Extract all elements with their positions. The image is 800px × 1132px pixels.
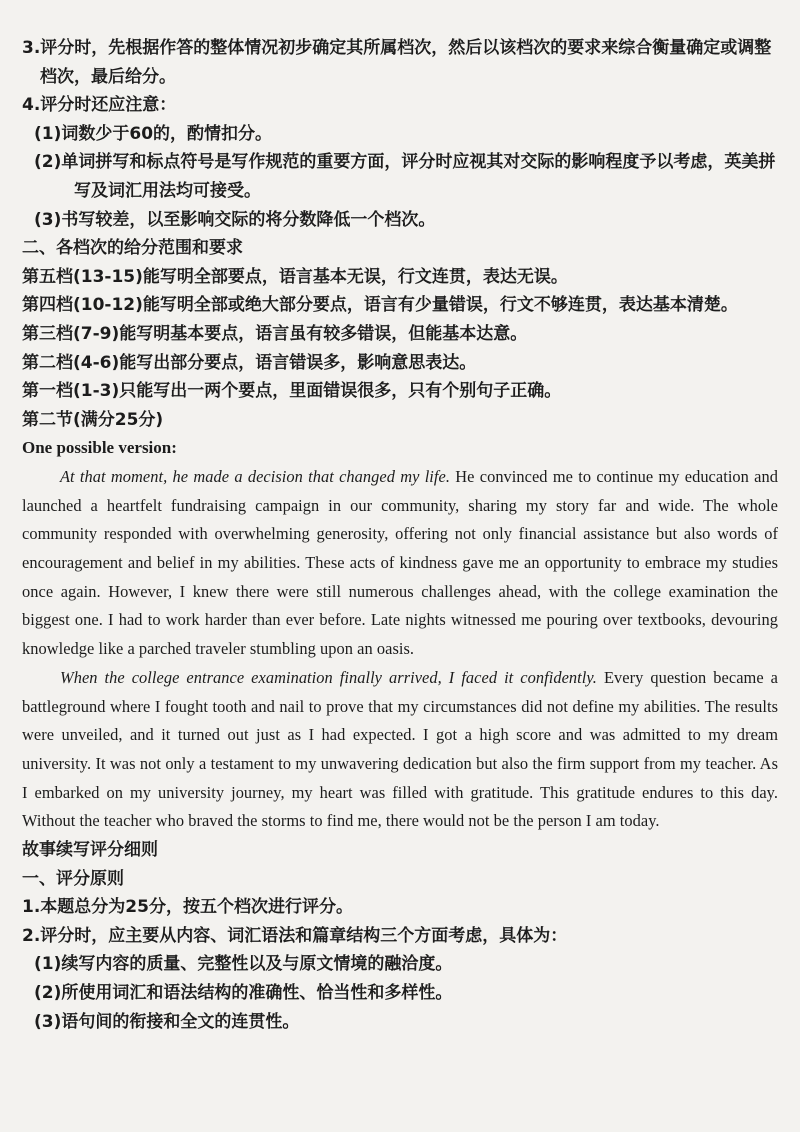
principle-item-1: 1.本题总分为25分，按五个档次进行评分。: [22, 897, 353, 918]
rule-item-4-2: (2)单词拼写和标点符号是写作规范的重要方面，评分时应视其对交际的影响程度予以考虑，英美拼写及词汇用法均可接受。: [34, 152, 776, 201]
paragraph-1-lead-sentence: At that moment, he made a decision that changed my life.: [60, 466, 450, 486]
principle-sub-1: (1)续写内容的质量、完整性以及与原文情境的融洽度。: [34, 954, 453, 975]
rule-item-4-3: (3)书写较差，以至影响交际的将分数降低一个档次。: [34, 209, 436, 230]
scoring-title: 故事续写评分细则: [22, 840, 158, 861]
level-item: 第一档(1-3)只能写出一两个要点，里面错误很多，只有个别句子正确。: [22, 381, 562, 402]
principle-sub-3: (3)语句间的衔接和全文的连贯性。: [34, 1011, 300, 1032]
principles-heading: 一、评分原则: [22, 868, 124, 889]
paragraph-2-lead-sentence: When the college entrance examination finally arrived, I faced it confidently.: [60, 667, 597, 687]
level-item: 第四档(10-12)能写明全部或绝大部分要点，语言有少量错误，行文不够连贯，表达基本清楚。: [22, 295, 738, 316]
version-label: One possible version:: [22, 438, 177, 458]
paragraph-2-body: Every question became a battleground where I fought tooth and nail to prove that my circumstances did not define my abilities. The results were unveiled, and it turned out just as I had expected. I got a high score and was admitted to my dream university. It was not only a testament to my unwavering dedication but also the firm support from my teacher. As I embarked on my university journey, my heart was filled with gratitude. This gratitude endures to this day. Without the teacher who braved the storms to find me, there would not be the person I am today.: [22, 667, 778, 831]
principle-item-2: 2.评分时，应主要从内容、词汇语法和篇章结构三个方面考虑，具体为：: [22, 925, 568, 946]
level-item: 第三档(7-9)能写明基本要点，语言虽有较多错误，但能基本达意。: [22, 323, 528, 344]
level-item: 第五档(13-15)能写明全部要点，语言基本无误，行文连贯，表达无误。: [22, 266, 568, 287]
level-item: 第二档(4-6)能写出部分要点，语言错误多，影响意思表达。: [22, 352, 477, 373]
section-2-heading: 第二节(满分25分): [22, 409, 164, 430]
essay-paragraph-2: [22, 664, 778, 836]
rule-item-4-1: (1)词数少于60的，酌情扣分。: [34, 123, 273, 144]
rule-item-4-title: 4.评分时还应注意：: [22, 95, 177, 116]
essay-paragraph-1: [22, 463, 778, 664]
rule-item-3: 3.评分时，先根据作答的整体情况初步确定其所属档次，然后以该档次的要求来综合衡量确定或调整档次，最后给分。: [22, 38, 772, 87]
principle-sub-2: (2)所使用词汇和语法结构的准确性、恰当性和多样性。: [34, 983, 453, 1004]
paragraph-1-body: He convinced me to continue my education and launched a heartfelt fundraising campaign in our community, sharing my story far and wide. The whole community responded with overwhelming generosity, offering not only financial assistance but also words of encouragement and belief in my abilities. These acts of kindness gave me an opportunity to embrace my studies once again. However, I knew there were still numerous challenges ahead, with the college examination the biggest one. I had to work harder than ever before. Late nights witnessed me pouring over textbooks, devouring knowledge like a parched traveler stumbling upon an oasis.: [22, 466, 778, 659]
levels-heading: 二、各档次的给分范围和要求: [22, 238, 243, 259]
